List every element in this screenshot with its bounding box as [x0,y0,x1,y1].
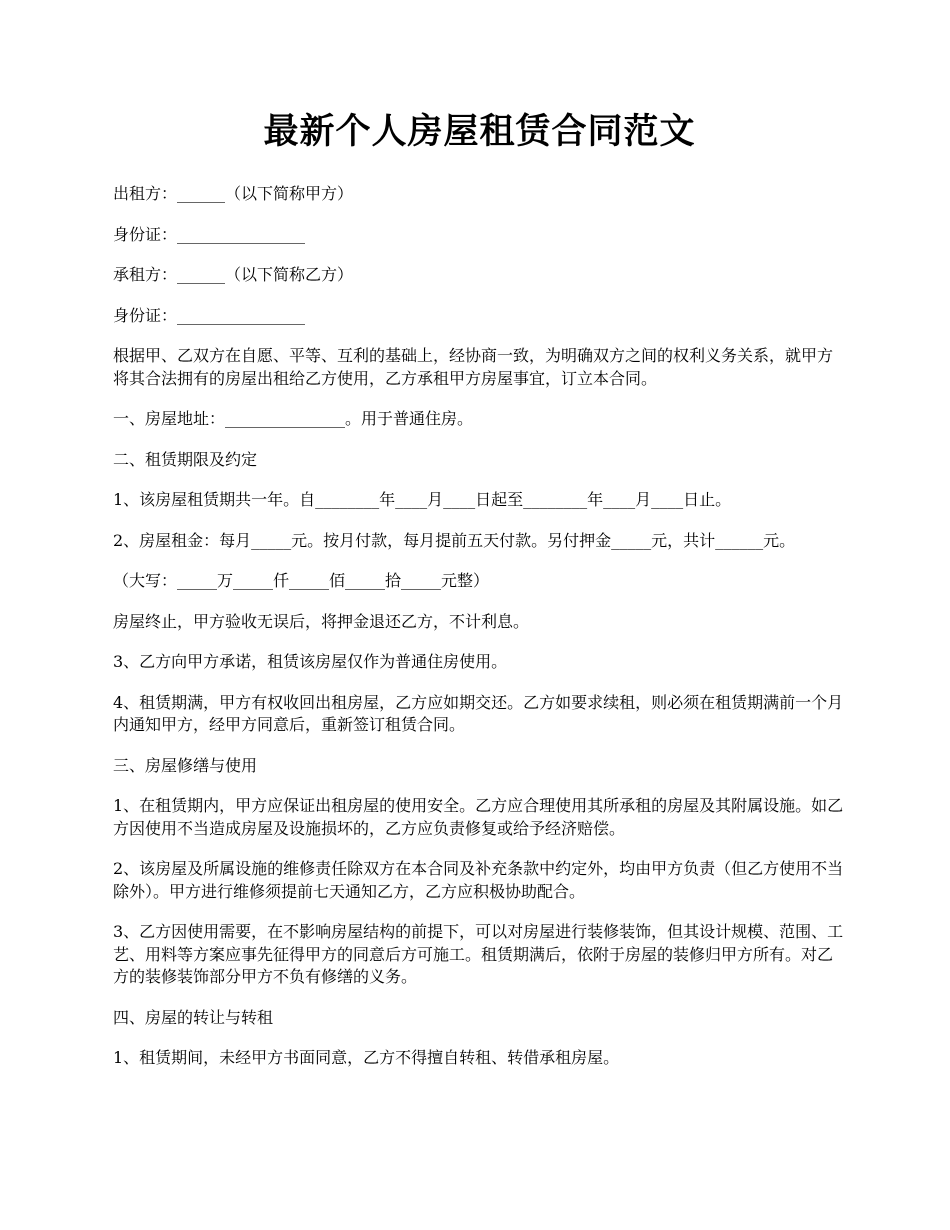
lessor-line: 出租方：______（以下简称甲方） [113,184,354,203]
clause-2-deposit-return: 房屋终止，甲方验收无误后，将押金退还乙方，不计利息。 [113,611,530,631]
lessee-id-line: 身份证：________________ [113,305,306,325]
section-1-address: 一、房屋地址：_______________。用于普通住房。 [113,409,474,428]
document-title: 最新个人房屋租赁合同范文 [263,112,696,152]
clause-4-1: 1、租赁期间，未经甲方书面同意，乙方不得擅自转租、转借承租房屋。 [113,1048,620,1067]
clause-2-4: 4、租赁期满，甲方有权收回出租房屋，乙方应如期交还。乙方如要求续租，则必须在租赁期满前一个月内通知甲方，经甲方同意后，重新签订租赁合同。 [113,692,844,734]
section-4-heading: 四、房屋的转让与转租 [113,1007,274,1027]
clause-2-2: 2、房屋租金：每月_____元。按月付款，每月提前五天付款。另付押金_____元，共计______元。 [113,530,796,550]
clause-3-2: 2、该房屋及所属设施的维修责任除双方在本合同及补充条款中约定外，均由甲方负责（但乙方使用不当除外）。甲方进行维修须提前七天通知乙方，乙方应积极协助配合。 [113,859,844,901]
clause-2-2-amount-in-words: （大写：_____万_____仟_____佰_____拾_____元整） [113,571,490,590]
clause-3-1: 1、在租赁期内，甲方应保证出租房屋的使用安全。乙方应合理使用其所承租的房屋及其附属设施。如乙方因使用不当造成房屋及设施损坏的，乙方应负责修复或给予经济赔偿。 [113,796,844,838]
section-2-heading: 二、租赁期限及约定 [113,449,258,469]
lessor-id-line: 身份证：________________ [113,224,306,244]
preamble-paragraph: 根据甲、乙双方在自愿、平等、互利的基础上，经协商一致，为明确双方之间的权利义务关系，就甲方将其合法拥有的房屋出租给乙方使用，乙方承租甲方房屋事宜，订立本合同。 [113,346,834,388]
clause-2-1: 1、该房屋租赁期共一年。自________年____月____日起至________年____月____日止。 [113,490,732,509]
clause-3-3: 3、乙方因使用需要，在不影响房屋结构的前提下，可以对房屋进行装修装饰，但其设计规模、范围、工艺、用料等方案应事先征得甲方的同意后方可施工。租赁期满后，依附于房屋的装修归甲方所有。对乙方的装修装饰部分甲方不负有修缮的义务。 [113,922,844,986]
lessee-line: 承租方：______（以下简称乙方） [113,265,354,284]
clause-2-3: 3、乙方向甲方承诺，租赁该房屋仅作为普通住房使用。 [113,652,508,671]
section-3-heading: 三、房屋修缮与使用 [113,755,258,775]
